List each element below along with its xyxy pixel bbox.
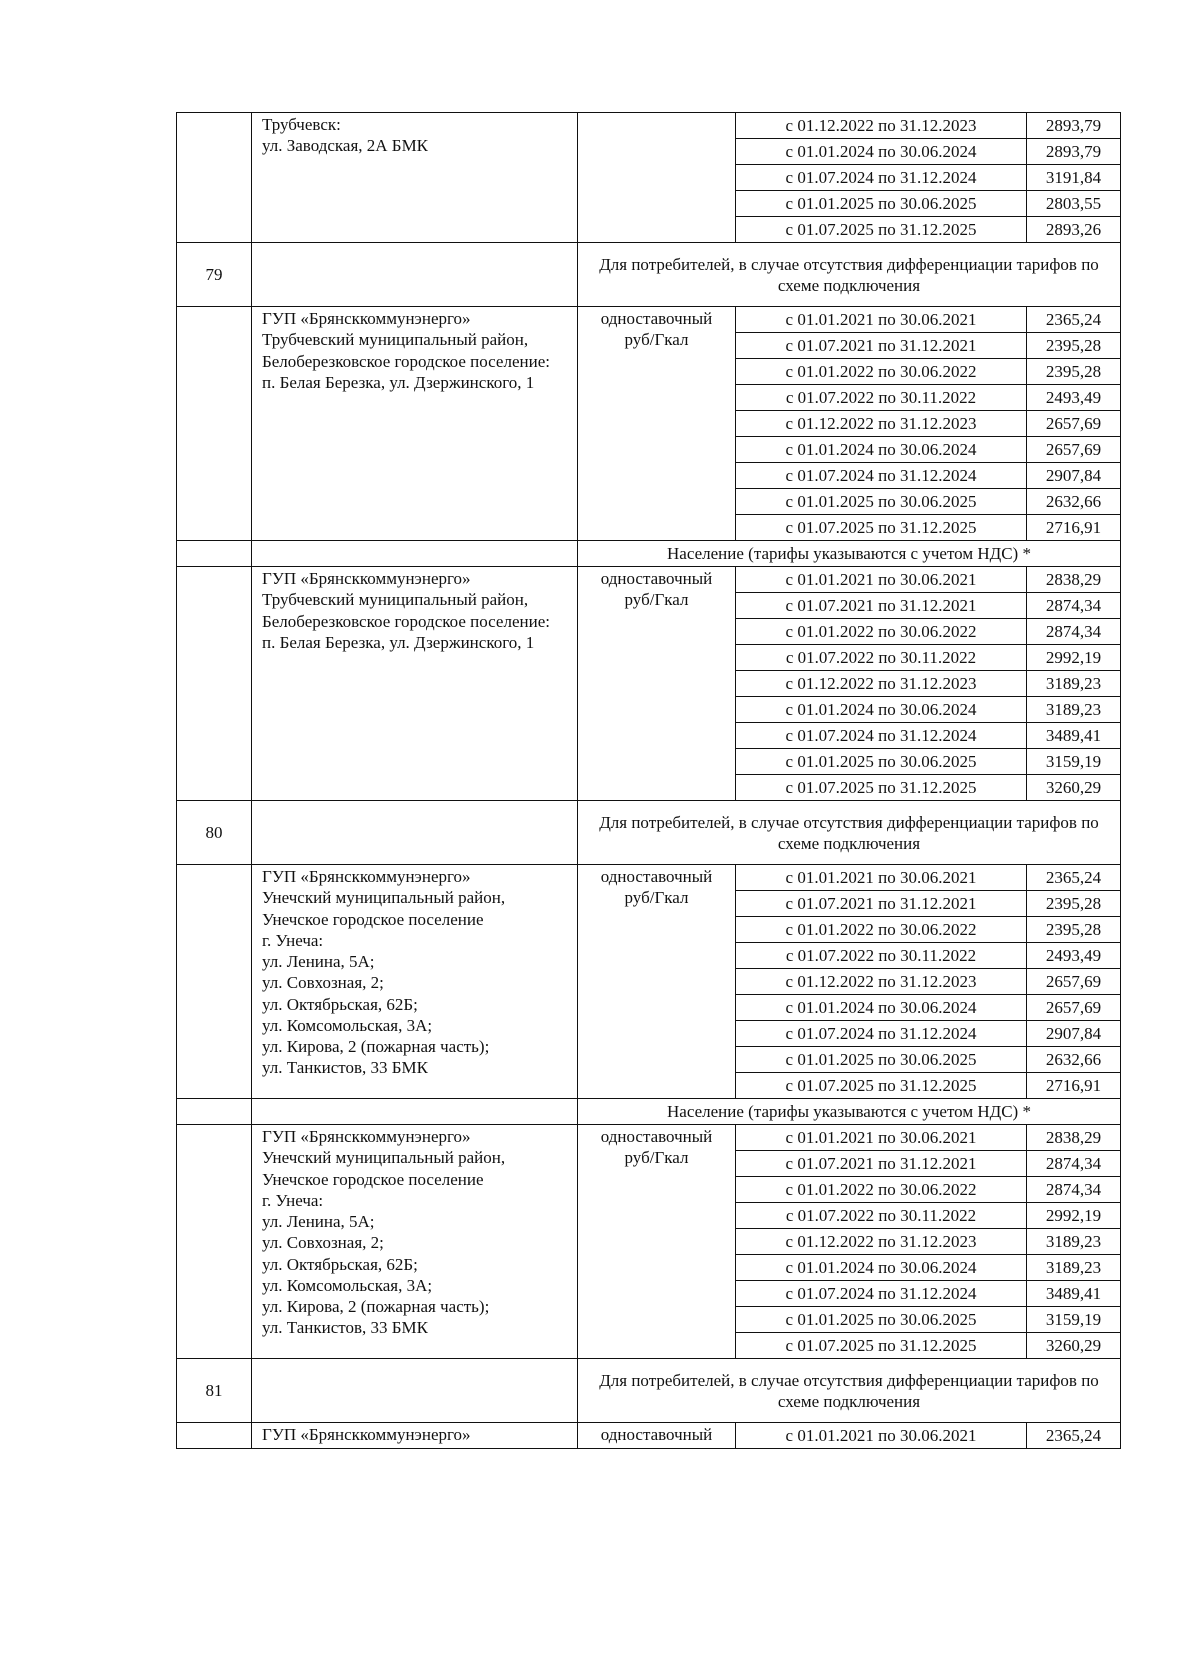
period-cell: с 01.07.2025 по 31.12.2025 <box>736 1073 1027 1099</box>
tariff-value-cell: 3189,23 <box>1027 671 1121 697</box>
period-cell: с 01.07.2024 по 31.12.2024 <box>736 1281 1027 1307</box>
number-cell <box>177 865 252 1099</box>
section-header-row <box>177 801 1121 865</box>
row-number <box>177 1099 252 1125</box>
section-header-row <box>177 1099 1121 1125</box>
tariff-row <box>177 567 1121 593</box>
tariff-type-cell: одноставочный руб/Гкал <box>578 567 736 801</box>
tariff-row <box>177 1125 1121 1151</box>
period-cell: с 01.07.2022 по 30.11.2022 <box>736 385 1027 411</box>
period-cell: с 01.07.2021 по 31.12.2021 <box>736 1151 1027 1177</box>
period-cell: с 01.07.2024 по 31.12.2024 <box>736 1021 1027 1047</box>
tariff-value-cell: 2395,28 <box>1027 891 1121 917</box>
tariff-value-cell: 2874,34 <box>1027 619 1121 645</box>
tariff-value-cell: 2716,91 <box>1027 515 1121 541</box>
number-cell <box>177 307 252 541</box>
period-cell: с 01.07.2025 по 31.12.2025 <box>736 775 1027 801</box>
period-cell: с 01.01.2024 по 30.06.2024 <box>736 437 1027 463</box>
period-cell: с 01.07.2022 по 30.11.2022 <box>736 943 1027 969</box>
tariff-value-cell: 2657,69 <box>1027 437 1121 463</box>
tariff-value-cell: 3260,29 <box>1027 1333 1121 1359</box>
empty-cell <box>252 243 578 307</box>
tariff-value-cell: 2365,24 <box>1027 865 1121 891</box>
tariff-value-cell: 2365,24 <box>1027 1423 1121 1449</box>
period-cell: с 01.01.2024 по 30.06.2024 <box>736 697 1027 723</box>
period-cell: с 01.07.2025 по 31.12.2025 <box>736 515 1027 541</box>
period-cell: с 01.07.2024 по 31.12.2024 <box>736 165 1027 191</box>
tariff-value-cell: 3189,23 <box>1027 1255 1121 1281</box>
period-cell: с 01.01.2022 по 30.06.2022 <box>736 1177 1027 1203</box>
tariff-value-cell: 2992,19 <box>1027 645 1121 671</box>
period-cell: с 01.01.2025 по 30.06.2025 <box>736 191 1027 217</box>
organization-cell: ГУП «Брянсккоммунэнерго» Трубчевский муниципальный район, Белоберезковское городское поселение: п. Белая Березка, ул. Дзержинского, 1 <box>252 567 578 801</box>
period-cell: с 01.12.2022 по 31.12.2023 <box>736 969 1027 995</box>
tariff-value-cell: 2657,69 <box>1027 411 1121 437</box>
empty-cell <box>252 541 578 567</box>
tariff-type-cell: одноставочный руб/Гкал <box>578 1125 736 1359</box>
period-cell: с 01.07.2021 по 31.12.2021 <box>736 891 1027 917</box>
period-cell: с 01.12.2022 по 31.12.2023 <box>736 1229 1027 1255</box>
section-header-row <box>177 541 1121 567</box>
tariff-value-cell: 2716,91 <box>1027 1073 1121 1099</box>
tariff-value-cell: 2395,28 <box>1027 917 1121 943</box>
period-cell: с 01.12.2022 по 31.12.2023 <box>736 411 1027 437</box>
tariff-value-cell: 2907,84 <box>1027 1021 1121 1047</box>
empty-cell <box>252 801 578 865</box>
number-cell <box>177 1125 252 1359</box>
tariff-value-cell: 2838,29 <box>1027 1125 1121 1151</box>
number-cell <box>177 113 252 243</box>
tariff-value-cell: 2657,69 <box>1027 969 1121 995</box>
tariff-value-cell: 3260,29 <box>1027 775 1121 801</box>
period-cell: с 01.01.2024 по 30.06.2024 <box>736 139 1027 165</box>
period-cell: с 01.12.2022 по 31.12.2023 <box>736 113 1027 139</box>
organization-cell: Трубчевск: ул. Заводская, 2А БМК <box>252 113 578 243</box>
tariff-type-cell: одноставочный руб/Гкал <box>578 307 736 541</box>
tariff-value-cell: 2493,49 <box>1027 385 1121 411</box>
tariff-value-cell: 3191,84 <box>1027 165 1121 191</box>
section-header: Для потребителей, в случае отсутствия дифференциации тарифов по схеме подключения <box>578 801 1121 865</box>
period-cell: с 01.01.2022 по 30.06.2022 <box>736 917 1027 943</box>
section-header-row <box>177 243 1121 307</box>
tariff-value-cell: 2838,29 <box>1027 567 1121 593</box>
tariff-value-cell: 2874,34 <box>1027 1151 1121 1177</box>
section-header: Население (тарифы указываются с учетом НДС) * <box>578 1099 1121 1125</box>
tariff-value-cell: 2874,34 <box>1027 593 1121 619</box>
period-cell: с 01.01.2025 по 30.06.2025 <box>736 1047 1027 1073</box>
tariff-value-cell: 2632,66 <box>1027 1047 1121 1073</box>
tariff-value-cell: 3489,41 <box>1027 1281 1121 1307</box>
organization-cell: ГУП «Брянсккоммунэнерго» Унечский муниципальный район, Унечское городское поселение г. Унеча: ул. Ленина, 5А; ул. Совхозная, 2; ул. Октябрьская, 62Б; ул. Комсомольская, 3А; ул. Кирова, 2 (пожарная часть); ул. Танкистов, 33 БМК <box>252 1125 578 1359</box>
section-header: Население (тарифы указываются с учетом НДС) * <box>578 541 1121 567</box>
period-cell: с 01.01.2024 по 30.06.2024 <box>736 1255 1027 1281</box>
section-header: Для потребителей, в случае отсутствия дифференциации тарифов по схеме подключения <box>578 1359 1121 1423</box>
period-cell: с 01.07.2022 по 30.11.2022 <box>736 1203 1027 1229</box>
period-cell: с 01.01.2022 по 30.06.2022 <box>736 619 1027 645</box>
tariff-row <box>177 113 1121 139</box>
organization-cell: ГУП «Брянсккоммунэнерго» Трубчевский муниципальный район, Белоберезковское городское поселение: п. Белая Березка, ул. Дзержинского, 1 <box>252 307 578 541</box>
period-cell: с 01.01.2021 по 30.06.2021 <box>736 865 1027 891</box>
organization-cell: ГУП «Брянсккоммунэнерго» Унечский муниципальный район, Унечское городское поселение г. Унеча: ул. Ленина, 5А; ул. Совхозная, 2; ул. Октябрьская, 62Б; ул. Комсомольская, 3А; ул. Кирова, 2 (пожарная часть); ул. Танкистов, 33 БМК <box>252 865 578 1099</box>
period-cell: с 01.07.2025 по 31.12.2025 <box>736 217 1027 243</box>
tariff-value-cell: 2893,26 <box>1027 217 1121 243</box>
period-cell: с 01.01.2021 по 30.06.2021 <box>736 1423 1027 1449</box>
tariff-value-cell: 3159,19 <box>1027 749 1121 775</box>
tariff-value-cell: 2365,24 <box>1027 307 1121 333</box>
period-cell: с 01.01.2024 по 30.06.2024 <box>736 995 1027 1021</box>
empty-cell <box>252 1359 578 1423</box>
tariff-row <box>177 865 1121 891</box>
tariff-value-cell: 2395,28 <box>1027 333 1121 359</box>
empty-cell <box>252 1099 578 1125</box>
organization-cell: ГУП «Брянсккоммунэнерго» <box>252 1423 578 1449</box>
tariff-row <box>177 1423 1121 1449</box>
tariff-value-cell: 2893,79 <box>1027 113 1121 139</box>
section-header-row <box>177 1359 1121 1423</box>
section-header: Для потребителей, в случае отсутствия дифференциации тарифов по схеме подключения <box>578 243 1121 307</box>
tariff-value-cell: 3159,19 <box>1027 1307 1121 1333</box>
period-cell: с 01.01.2021 по 30.06.2021 <box>736 1125 1027 1151</box>
tariff-value-cell: 2657,69 <box>1027 995 1121 1021</box>
period-cell: с 01.07.2024 по 31.12.2024 <box>736 463 1027 489</box>
tariff-value-cell: 2493,49 <box>1027 943 1121 969</box>
row-number: 80 <box>177 801 252 865</box>
tariff-value-cell: 2632,66 <box>1027 489 1121 515</box>
period-cell: с 01.01.2021 по 30.06.2021 <box>736 567 1027 593</box>
tariff-value-cell: 2874,34 <box>1027 1177 1121 1203</box>
row-number: 81 <box>177 1359 252 1423</box>
tariff-type-cell: одноставочный руб/Гкал <box>578 865 736 1099</box>
period-cell: с 01.07.2021 по 31.12.2021 <box>736 593 1027 619</box>
tariff-type-cell <box>578 113 736 243</box>
tariff-table-body <box>177 113 1121 1449</box>
period-cell: с 01.07.2021 по 31.12.2021 <box>736 333 1027 359</box>
row-number <box>177 541 252 567</box>
period-cell: с 01.01.2025 по 30.06.2025 <box>736 489 1027 515</box>
period-cell: с 01.07.2025 по 31.12.2025 <box>736 1333 1027 1359</box>
period-cell: с 01.01.2025 по 30.06.2025 <box>736 749 1027 775</box>
tariff-value-cell: 3189,23 <box>1027 697 1121 723</box>
tariff-value-cell: 2992,19 <box>1027 1203 1121 1229</box>
period-cell: с 01.07.2024 по 31.12.2024 <box>736 723 1027 749</box>
period-cell: с 01.01.2025 по 30.06.2025 <box>736 1307 1027 1333</box>
tariff-row <box>177 307 1121 333</box>
period-cell: с 01.01.2022 по 30.06.2022 <box>736 359 1027 385</box>
tariff-value-cell: 2395,28 <box>1027 359 1121 385</box>
row-number: 79 <box>177 243 252 307</box>
period-cell: с 01.12.2022 по 31.12.2023 <box>736 671 1027 697</box>
tariff-value-cell: 2803,55 <box>1027 191 1121 217</box>
tariff-value-cell: 3189,23 <box>1027 1229 1121 1255</box>
tariff-value-cell: 2907,84 <box>1027 463 1121 489</box>
period-cell: с 01.01.2021 по 30.06.2021 <box>736 307 1027 333</box>
number-cell <box>177 567 252 801</box>
number-cell <box>177 1423 252 1449</box>
period-cell: с 01.07.2022 по 30.11.2022 <box>736 645 1027 671</box>
tariff-value-cell: 3489,41 <box>1027 723 1121 749</box>
tariff-value-cell: 2893,79 <box>1027 139 1121 165</box>
tariff-type-cell: одноставочный <box>578 1423 736 1449</box>
tariff-table <box>176 112 1121 1449</box>
